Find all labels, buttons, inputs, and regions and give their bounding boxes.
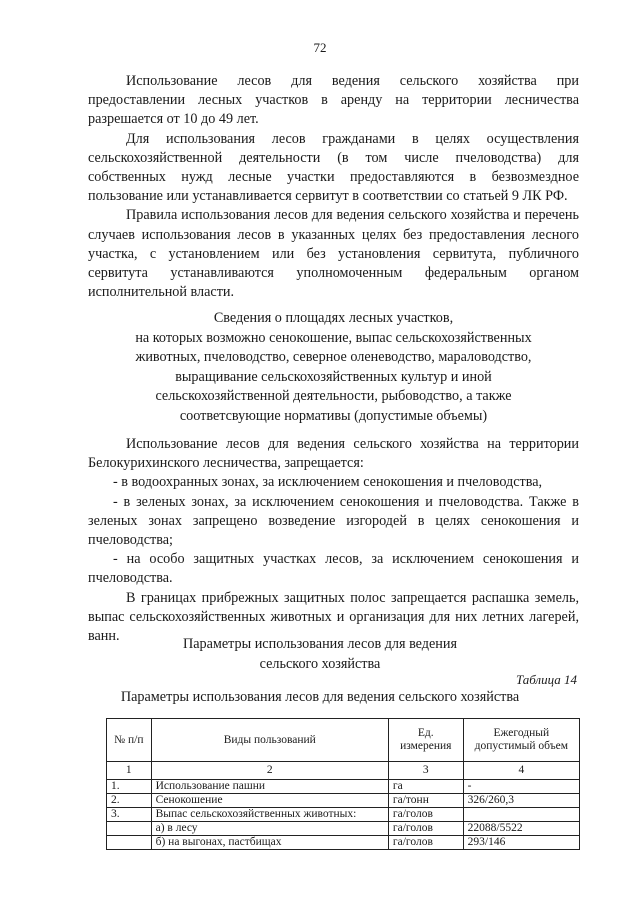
- parameters-title-line: Параметры использования лесов для ведения: [182, 636, 458, 652]
- table-row: [107, 808, 580, 822]
- intro-paragraphs: [88, 72, 579, 302]
- table-cell: га/голов: [388, 822, 463, 836]
- section-heading-line: выращивание сельскохозяйственных культур и иной: [175, 368, 492, 385]
- table-cell: га/голов: [388, 808, 463, 822]
- header-number: № п/п: [107, 719, 152, 762]
- restriction-item: - на особо защитных участках лесов, за исключением сенокошения и пчеловодства.: [88, 551, 579, 587]
- table-cell: [107, 836, 152, 850]
- paragraph-lease-term: Использование лесов для ведения сельского хозяйства при предоставлении лесных участков в аренду на территории лесничества разрешается от 10 до 49 лет.: [88, 73, 579, 128]
- table-cell: 2.: [107, 794, 152, 808]
- table-cell: [107, 822, 152, 836]
- column-number: 2: [151, 762, 388, 780]
- column-number: 1: [107, 762, 152, 780]
- restriction-item: - в зеленых зонах, за исключением сенокошения и пчеловодства. Также в зеленых зонах запрещено возведение изгородей в целях сенокошения и пчеловодства;: [88, 493, 579, 549]
- table-cell: -: [463, 780, 579, 794]
- parameters-title: [0, 634, 640, 674]
- table-caption: Параметры использования лесов для ведения сельского хозяйства: [120, 689, 520, 705]
- section-heading-line: сельскохозяйственной деятельности, рыбоводство, а также: [155, 388, 512, 404]
- section-heading-line: соответсвующие нормативы (допустимые объемы): [179, 407, 488, 424]
- header-unit: Ед. измерения: [388, 719, 463, 762]
- table-cell: 293/146: [463, 836, 579, 850]
- parameters-title-line: сельского хозяйства: [259, 656, 381, 672]
- table-cell: Сенокошение: [151, 794, 388, 808]
- table-cell: 22088/5522: [463, 822, 579, 836]
- paragraph-rules: Правила использования лесов для ведения сельского хозяйства и перечень случаев использования лесов в указанных целях без предоставления лесного участка, с установлением или без установления сервитута, публичного сервитута устанавливаются уполномоченным федеральным органом исполнительной власти.: [88, 207, 579, 301]
- table-cell: а) в лесу: [151, 822, 388, 836]
- table-label: Таблица 14: [515, 672, 577, 687]
- header-usage-type: Виды пользований: [151, 719, 388, 762]
- table-column-numbers-row: [107, 762, 580, 780]
- restrictions-block: [88, 435, 579, 646]
- section-heading-line: на которых возможно сенокошение, выпас сельскохозяйственных: [135, 329, 532, 346]
- section-heading-line: животных, пчеловодство, северное оленеводство, мараловодство,: [135, 349, 532, 365]
- table-cell: Выпас сельскохозяйственных животных:: [151, 808, 388, 822]
- table-cell: 326/260,3: [463, 794, 579, 808]
- column-number: 3: [388, 762, 463, 780]
- restrictions-intro: Использование лесов для ведения сельского хозяйства на территории Белокурихинского лесничества, запрещается:: [88, 436, 579, 472]
- table-cell: [463, 808, 579, 822]
- table-cell: Использование пашни: [151, 780, 388, 794]
- table-cell: га: [388, 780, 463, 794]
- page-number: 72: [313, 40, 327, 55]
- paragraph-citizens-use: Для использования лесов гражданами в целях осуществления сельскохозяйственной деятельности (в том числе пчеловодства) для собственных нужд лесные участки предоставляются в безвозмездное пользование или устанавливается сервитут в соответствии со статьей 9 ЛК РФ.: [88, 130, 579, 205]
- table-cell: б) на выгонах, пастбищах: [151, 836, 388, 850]
- section-heading: [108, 309, 559, 426]
- table-row: [107, 794, 580, 808]
- restrictions-closing: В границах прибрежных защитных полос запрещается распашка земель, выпас сельскохозяйственных животных и организация для них летних лагерей, ванн.: [88, 589, 579, 645]
- header-annual-volume: Ежегодный допустимый объем: [463, 719, 579, 762]
- table-cell: 1.: [107, 780, 152, 794]
- column-number: 4: [463, 762, 579, 780]
- restriction-item: - в водоохранных зонах, за исключением сенокошения и пчеловодства,: [113, 474, 543, 491]
- table-cell: га/голов: [388, 836, 463, 850]
- table-cell: га/тонн: [388, 794, 463, 808]
- table-header-row: [107, 719, 580, 762]
- table-cell: 3.: [107, 808, 152, 822]
- table-row: [107, 836, 580, 850]
- table-row: [107, 780, 580, 794]
- table-row: [107, 822, 580, 836]
- parameters-table: [106, 718, 580, 850]
- section-heading-line: Сведения о площадях лесных участков,: [213, 310, 454, 326]
